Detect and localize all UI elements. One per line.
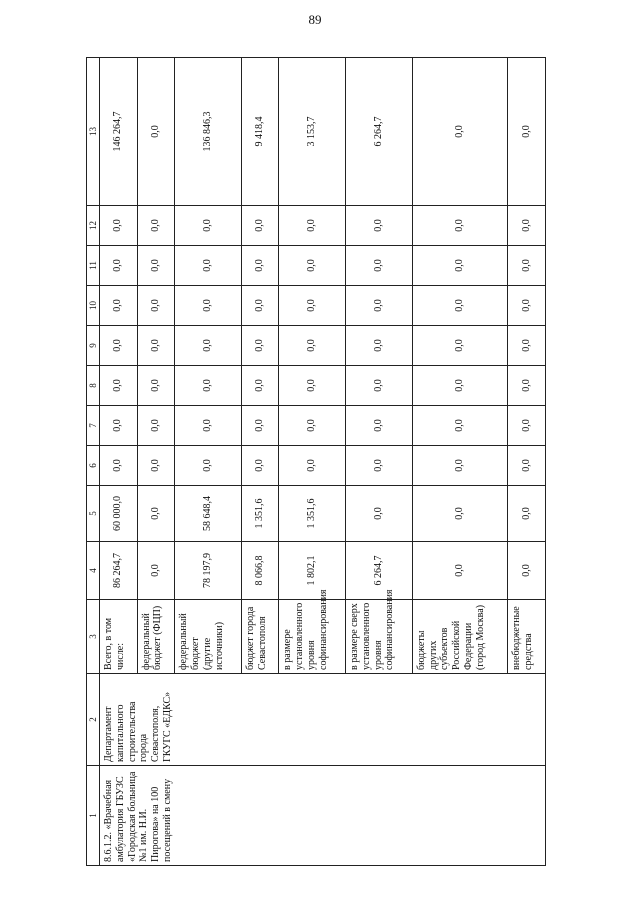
value-cell: 0,0 <box>412 58 508 206</box>
value-cell: 0,0 <box>508 206 546 246</box>
value-cell: 0,0 <box>346 406 413 446</box>
value-cell: 0,0 <box>412 286 508 326</box>
value-cell: 0,0 <box>175 446 242 486</box>
funding-source-cell: федеральный бюджет (другие источники) <box>175 600 242 674</box>
value-cell: 0,0 <box>137 206 175 246</box>
header-cell: 13 <box>87 58 100 206</box>
value-cell: 1 351,6 <box>279 486 346 542</box>
value-cell: 0,0 <box>346 446 413 486</box>
value-cell: 0,0 <box>279 206 346 246</box>
value-cell: 0,0 <box>346 286 413 326</box>
value-cell: 0,0 <box>175 206 242 246</box>
value-cell: 0,0 <box>412 246 508 286</box>
value-cell: 78 197,9 <box>175 542 242 600</box>
value-cell: 0,0 <box>346 246 413 286</box>
value-cell: 0,0 <box>100 366 138 406</box>
value-cell: 0,0 <box>412 406 508 446</box>
value-cell: 0,0 <box>137 366 175 406</box>
header-cell: 2 <box>87 674 100 766</box>
funding-source-cell: бюджеты других субъектов Российской Федерации (город Москва) <box>412 600 508 674</box>
value-cell: 0,0 <box>100 246 138 286</box>
value-cell: 6 264,7 <box>346 542 413 600</box>
header-cell: 7 <box>87 406 100 446</box>
responsible-cell: Департамент капитального строительства города Севастополя, ГКУГС «ЕДКС» <box>100 674 546 766</box>
value-cell: 0,0 <box>346 486 413 542</box>
value-cell: 0,0 <box>508 446 546 486</box>
funding-source-cell: федеральный бюджет (ФЦП) <box>137 600 175 674</box>
header-cell: 3 <box>87 600 100 674</box>
value-cell: 0,0 <box>175 326 242 366</box>
value-cell: 0,0 <box>100 286 138 326</box>
value-cell: 0,0 <box>241 286 279 326</box>
value-cell: 58 648,4 <box>175 486 242 542</box>
value-cell: 0,0 <box>175 286 242 326</box>
value-cell: 0,0 <box>241 246 279 286</box>
value-cell: 0,0 <box>508 366 546 406</box>
value-cell: 8 066,8 <box>241 542 279 600</box>
value-cell: 0,0 <box>508 542 546 600</box>
value-cell: 0,0 <box>100 406 138 446</box>
value-cell: 0,0 <box>412 486 508 542</box>
value-cell: 1 802,1 <box>279 542 346 600</box>
value-cell: 0,0 <box>508 58 546 206</box>
value-cell: 0,0 <box>175 246 242 286</box>
value-cell: 0,0 <box>279 446 346 486</box>
page-number: 89 <box>308 12 322 27</box>
value-cell: 0,0 <box>279 326 346 366</box>
value-cell: 0,0 <box>137 486 175 542</box>
value-cell: 0,0 <box>137 246 175 286</box>
header-cell: 8 <box>87 366 100 406</box>
value-cell: 0,0 <box>412 206 508 246</box>
rotated-table-wrapper <box>86 58 546 866</box>
value-cell: 9 418,4 <box>241 58 279 206</box>
funding-source-cell: в размере установленного уровня софинансирования <box>279 600 346 674</box>
funding-table <box>86 57 546 866</box>
value-cell: 0,0 <box>100 206 138 246</box>
value-cell: 0,0 <box>241 446 279 486</box>
value-cell: 0,0 <box>241 326 279 366</box>
value-cell: 0,0 <box>412 326 508 366</box>
value-cell: 0,0 <box>137 406 175 446</box>
value-cell: 0,0 <box>279 406 346 446</box>
value-cell: 136 846,3 <box>175 58 242 206</box>
value-cell: 0,0 <box>346 366 413 406</box>
value-cell: 0,0 <box>137 326 175 366</box>
header-cell: 10 <box>87 286 100 326</box>
value-cell: 0,0 <box>137 286 175 326</box>
funding-source-cell: внебюджетные средства <box>508 600 546 674</box>
table-box <box>86 58 546 866</box>
value-cell: 0,0 <box>412 366 508 406</box>
funding-source-cell: в размере сверх установленного уровня софинансирования <box>346 600 413 674</box>
value-cell: 0,0 <box>508 406 546 446</box>
value-cell: 0,0 <box>279 286 346 326</box>
value-cell: 0,0 <box>346 206 413 246</box>
funding-source-cell: Всего, в том числе: <box>100 600 138 674</box>
value-cell: 3 153,7 <box>279 58 346 206</box>
value-cell: 0,0 <box>279 366 346 406</box>
header-row <box>87 58 100 866</box>
value-cell: 0,0 <box>100 446 138 486</box>
value-cell: 0,0 <box>175 406 242 446</box>
value-cell: 0,0 <box>508 326 546 366</box>
value-cell: 146 264,7 <box>100 58 138 206</box>
value-cell: 0,0 <box>412 446 508 486</box>
table-row <box>100 58 138 866</box>
value-cell: 0,0 <box>508 286 546 326</box>
value-cell: 6 264,7 <box>346 58 413 206</box>
value-cell: 0,0 <box>137 542 175 600</box>
value-cell: 0,0 <box>241 406 279 446</box>
value-cell: 0,0 <box>508 486 546 542</box>
value-cell: 1 351,6 <box>241 486 279 542</box>
value-cell: 0,0 <box>175 366 242 406</box>
item-name-cell: 8.6.1.2. «Врачебная амбулатория ГБУЗС «Городская больница №1 им. Н.И. Пирогова» на 100 посещений в смену <box>100 766 546 866</box>
value-cell: 0,0 <box>279 246 346 286</box>
header-cell: 4 <box>87 542 100 600</box>
header-cell: 1 <box>87 766 100 866</box>
value-cell: 0,0 <box>241 206 279 246</box>
header-cell: 5 <box>87 486 100 542</box>
value-cell: 0,0 <box>412 542 508 600</box>
header-cell: 6 <box>87 446 100 486</box>
header-cell: 11 <box>87 246 100 286</box>
value-cell: 0,0 <box>241 366 279 406</box>
header-cell: 9 <box>87 326 100 366</box>
value-cell: 60 000,0 <box>100 486 138 542</box>
funding-source-cell: бюджет города Севастополя <box>241 600 279 674</box>
value-cell: 0,0 <box>100 326 138 366</box>
value-cell: 0,0 <box>346 326 413 366</box>
value-cell: 0,0 <box>137 58 175 206</box>
header-cell: 12 <box>87 206 100 246</box>
value-cell: 0,0 <box>137 446 175 486</box>
value-cell: 0,0 <box>508 246 546 286</box>
value-cell: 86 264,7 <box>100 542 138 600</box>
